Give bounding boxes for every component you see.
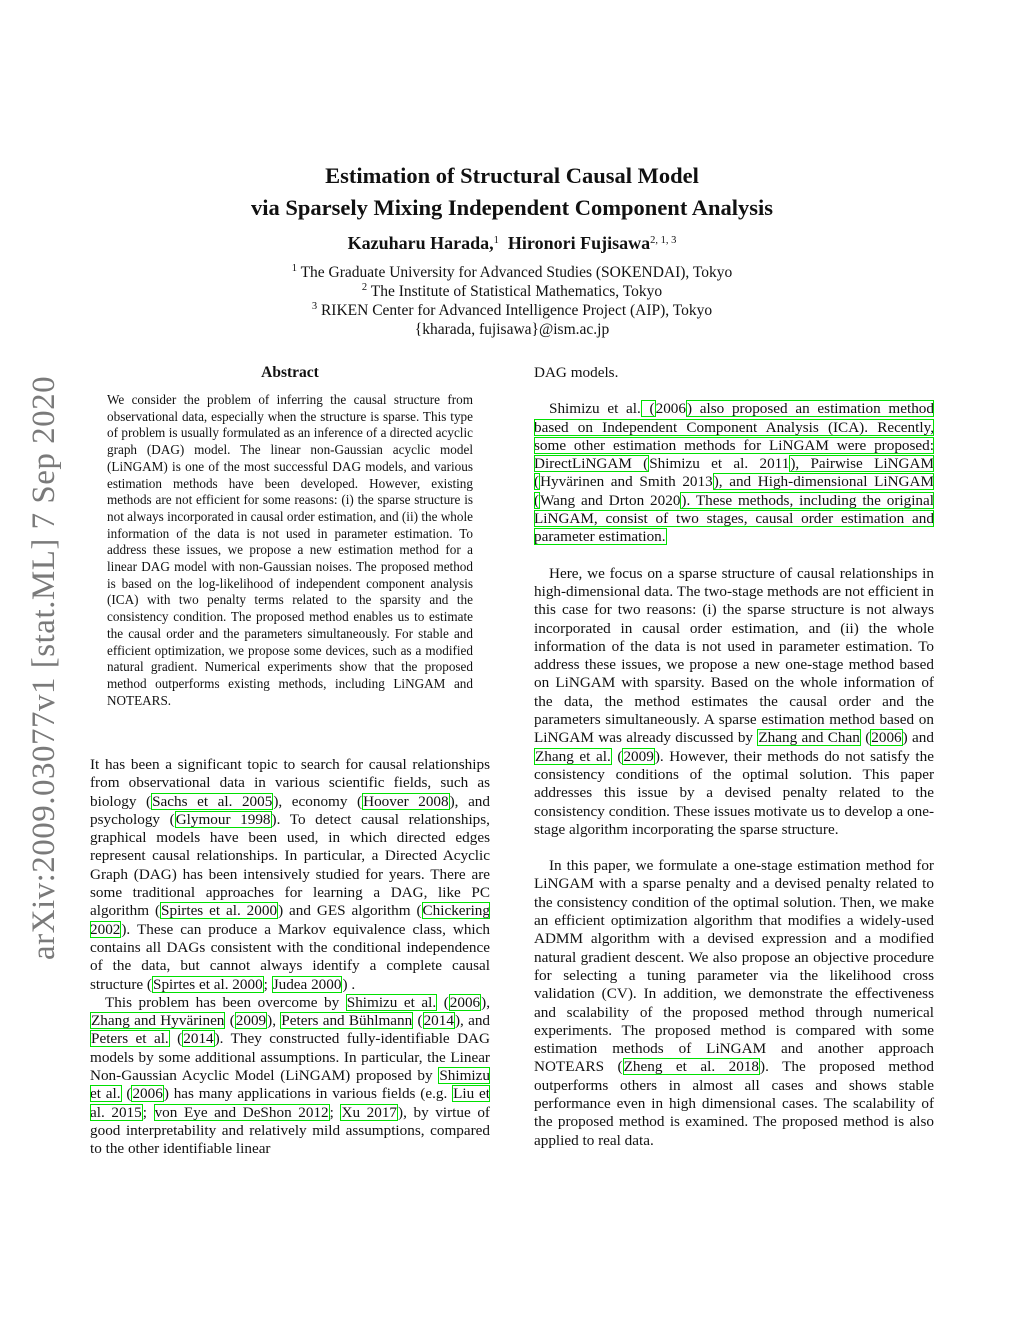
citation-link[interactable]: Zhang and Chan [758,729,860,747]
citation-link[interactable]: Hoover 2008 [363,792,449,810]
author-affiliation-mark: 2, 1, 3 [650,235,677,246]
paragraph-text: ( [225,1012,235,1030]
paragraph-text: ) and [902,729,934,747]
citation-link[interactable]: ( [641,400,655,418]
citation-link[interactable]: ) also proposed an estimation method based on Independent Component Analysis (ICA). Recently, some other estimation methods for LiNGAM were proposed: DirectLiNGAM ( [534,400,934,473]
intro-paragraph [534,565,934,839]
citation-link[interactable]: 2014 [183,1030,214,1048]
right-column [534,364,934,1150]
paragraph-text: Here, we focus on a sparse structure of causal relationships in high-dimensional data. The two-stage methods are not efficient in this case for two reasons: (i) the sparse structure is not always incorporated in causal order estimation, and (ii) the whole information of the data is not used in parameter estimation. To address these issues, we propose a new one-stage method based on LiNGAM with sparsity. Based on the whole information of the data, the method estimates the causal order and the parameters simultaneously. A sparse estimation method based on LiNGAM was already discussed by [534,564,934,747]
paragraph-text: ( [437,993,449,1011]
citation-link[interactable]: Peters et al. [91,1030,169,1048]
citation-link[interactable]: 2006 [871,729,902,747]
citation-link[interactable]: Spirtes et al. 2000 [161,902,278,920]
paragraph-text: ; [329,1103,341,1121]
paragraph-text: ). They constructed fully-identifiable DAG models by some additional assumptions. In particular, the Linear Non-Gaussian Acyclic Model (LiNGAM) proposed by [90,1030,490,1085]
paragraph-text: ; [263,975,272,993]
citation-link[interactable]: 2009 [235,1012,267,1030]
paragraph-text: ( [413,1012,423,1030]
citation-link[interactable]: 2006 [449,993,481,1011]
paragraph-text: ( [860,729,871,747]
paragraph-text: ). To detect causal relationships, graphical models have been used, in which directed edges represent causal relationships. In particular, a Directed Acyclic Graph (DAG) has been intensively studied for years. There are some traditional approaches for learning a DAG, like PC algorithm ( [90,810,490,920]
citation-link[interactable]: 2014 [423,1012,454,1030]
citation-link[interactable]: Zhang and Hyvärinen [91,1012,225,1030]
citation-link[interactable]: 2006 [132,1085,163,1103]
paragraph-text: ). These can produce a Markov equivalence class, which contains all DAGs consistent with the conditional independence of the data, but cannot always identify a complete causal structure ( [90,920,490,993]
paragraph-text: ; [142,1103,154,1121]
paragraph-text: ), [481,993,490,1011]
paragraph-text: Shimizu et al. [549,400,641,418]
intro-paragraph [90,756,490,994]
abstract-text: We consider the problem of inferring the causal structure from observational data, especially when the structure is sparse. This type of problem is usually formulated as an inference of a directed acyclic graph (DAG) model. The linear non-Gaussian acyclic model (LiNGAM) is one of the most successful DAG models, and various estimation methods have been developed. However, existing methods are not efficient for some reasons: (i) the sparse structure is not always incorporated in causal order estimation, and (ii) the whole information of the data is not used in parameter estimation. To address these issues, we propose a new estimation method for a linear DAG model with non-Gaussian noises. The proposed method is based on the log-likelihood of independent component analysis (ICA) with two penalty terms related to the sparsity and the consistency condition. The proposed method enables us to estimate the causal order and the parameters simultaneously. For stable and efficient optimization, we propose some devices, such as a modified natural gradient. Numerical experiments show that the proposed method outperforms existing methods, including LiNGAM and NOTEARS. [107,392,473,708]
paragraph-text: Wang and Drton 2020 [540,491,681,509]
contact-email: {kharada, fujisawa}@ism.ac.jp [414,321,610,338]
affiliation-mark: 3 [311,301,318,312]
author-affiliation-mark: 1 [493,235,499,246]
title-line-1: Estimation of Structural Causal Model [325,163,699,188]
paragraph-text: ), and [454,1012,491,1030]
intro-paragraph-continued: DAG models. [534,364,619,381]
affiliation-line [0,301,1024,320]
intro-paragraph [534,857,934,1150]
paragraph-text: ), and psychology ( [90,792,490,828]
citation-link[interactable]: Judea 2000 [272,975,342,993]
paragraph-text: ) . [342,975,356,993]
citation-link[interactable]: Peters and Bühlmann [281,1012,413,1030]
citation-link[interactable]: Zhang et al. [535,747,611,765]
author-name: Kazuharu Harada, [347,233,494,253]
paragraph-text: 2006 [655,400,686,418]
citation-link[interactable]: Zheng et al. 2018 [623,1058,760,1076]
affiliation-line [0,263,1024,282]
affiliation-mark: 1 [291,263,297,274]
paragraph-text: ), by virtue of good interpretability and relatively mild assumptions, compared to the other identifiable linear [90,1103,490,1158]
left-column [90,756,490,1159]
paragraph-text: ). The proposed method outperforms others in almost all cases and shows stable performance even in high dimensional cases. The scalability of the proposed method is examined. The proposed method is also applied to real data. [534,1058,934,1149]
affiliation-line [0,282,1024,301]
citation-link[interactable]: von Eye and DeShon 2012 [154,1103,329,1121]
affiliation-text: The Institute of Statistical Mathematics, Tokyo [370,283,663,300]
arxiv-identifier: arXiv:2009.03077v1 [stat.ML] 7 Sep 2020 [26,375,62,960]
affiliations [0,263,1024,339]
citation-link[interactable]: Shimizu et al. [90,1067,490,1103]
paragraph-text: Shimizu et al. 2011 [649,455,790,473]
paragraph-text: ( [121,1085,132,1103]
paragraph-text: ( [611,747,623,765]
paragraph-text: ), [267,1012,281,1030]
paragraph-text: ) and GES algorithm ( [278,902,422,920]
citation-link[interactable]: Sachs et al. 2005 [152,792,273,810]
paper-title [0,160,1024,224]
citation-link[interactable]: Liu et al. 2015 [90,1085,490,1121]
citation-link[interactable]: Spirtes et al. 2000 [153,975,263,993]
intro-paragraph [534,400,934,546]
paragraph-text: It has been a significant topic to search for causal relationships from observational data in various scientific fields, such as biology ( [90,756,490,810]
affiliation-mark: 2 [361,282,368,293]
affiliation-text: The Graduate University for Advanced Studies (SOKENDAI), Tokyo [300,264,733,281]
paragraph-text: In this paper, we formulate a one-stage estimation method for LiNGAM with a sparse penalty and a devised penalty related to the consistency condition of the optimal solution. Then, we make an efficient optimization algorithm that modifies a widely-used ADMM algorithm with a devised expression and a modified natural gradient descent. We also propose an objective procedure for selecting a tuning parameter via the likelihood cross validation (CV). In addition, we demonstrate the effectiveness and scalability of the proposed method through numerical experiments. The proposed method is compared with some estimation methods of LiNGAM and another approach NOTEARS ( [534,857,934,1076]
paragraph-text: ), economy ( [273,792,363,810]
citation-link[interactable]: Shimizu et al. [346,993,437,1011]
paragraph-text: Hyvärinen and Smith 2013 [540,473,713,491]
citation-link[interactable]: ), Pairwise LiNGAM ( [534,455,934,491]
citation-link[interactable]: Xu 2017 [341,1103,398,1121]
title-line-2: via Sparsely Mixing Independent Component Analysis [251,195,773,220]
citation-link[interactable]: Chickering 2002 [90,902,490,938]
citation-link[interactable]: Glymour 1998 [175,810,271,828]
paragraph-text: ). However, their methods do not satisfy the consistency conditions of the optimal solution. This paper addresses this issue by a devised penalty related to the consistency condition. These issues motivate us to develop a one-stage algorithm incorporating the sparse structure. [534,747,934,838]
abstract-heading: Abstract [261,364,319,381]
affiliation-text: RIKEN Center for Advanced Intelligence Project (AIP), Tokyo [320,302,713,319]
paragraph-text: ( [169,1030,183,1048]
citation-link[interactable]: ). These methods, including the original LiNGAM, consist of two stages, causal order estimation and parameter estimation. [534,491,934,546]
author-list [0,233,1024,254]
author-name: Hironori Fujisawa [507,233,651,253]
paragraph-text: ) has many applications in various fields (e.g. [163,1085,453,1103]
intro-paragraph [90,994,490,1159]
paragraph-text: This problem has been overcome by [105,993,346,1011]
citation-link[interactable]: 2009 [623,747,654,765]
citation-link[interactable]: ), and High-dimensional LiNGAM ( [534,473,934,509]
